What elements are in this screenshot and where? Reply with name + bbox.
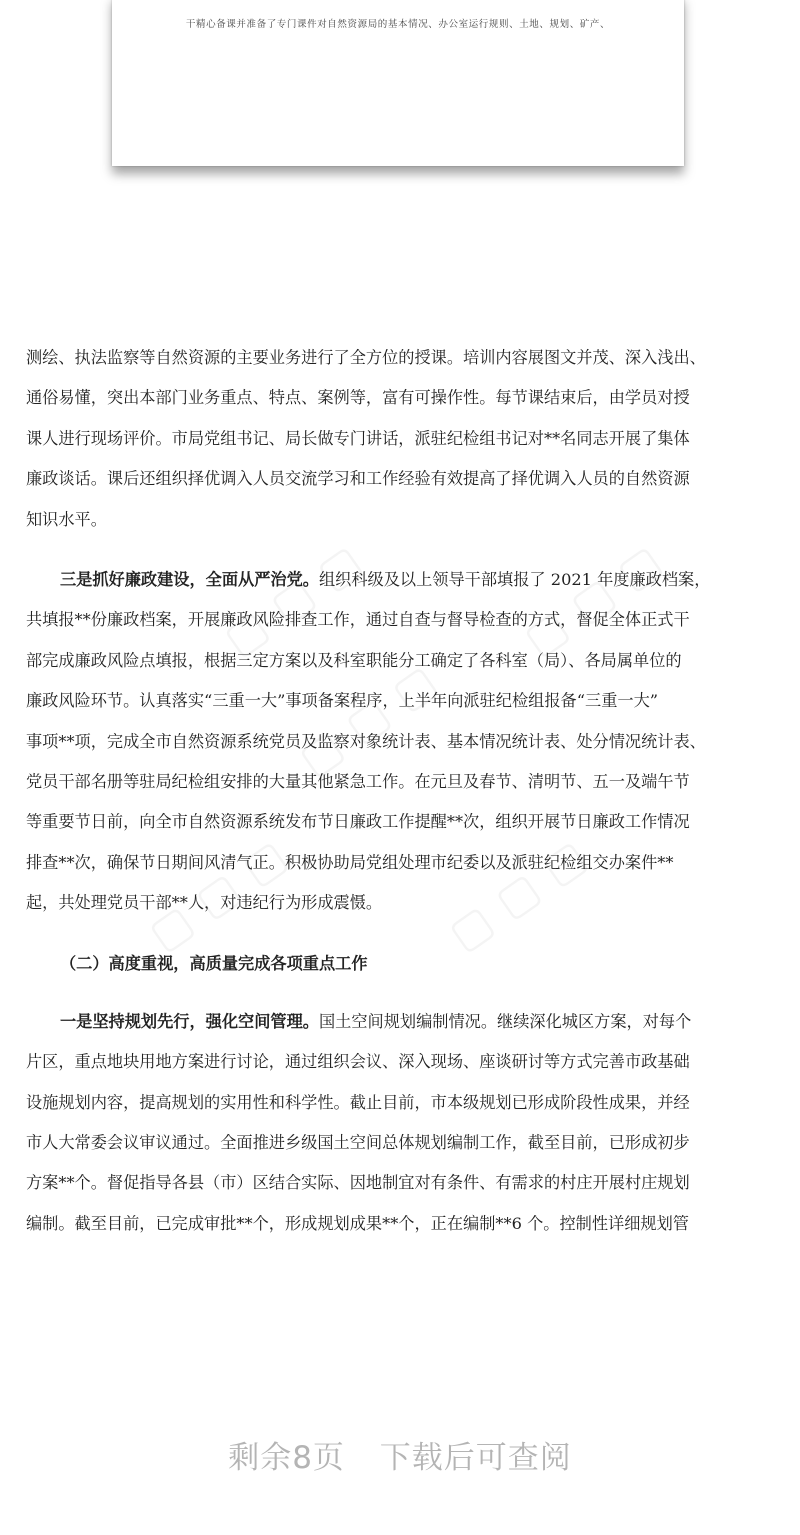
text-line: 事项**项，完成全市自然资源系统党员及监察对象统计表、基本情况统计表、处分情况统计表、 bbox=[26, 731, 706, 751]
text-line: 起，共处理党员干部**人，对违纪行为形成震慑。 bbox=[26, 893, 383, 913]
text-line: 等重要节日前，向全市自然资源系统发布节日廉政工作提醒**次，组织开展节日廉政工作情况 bbox=[26, 812, 690, 832]
text-line: 共填报**份廉政档案，开展廉政风险排查工作，通过自查与督导检查的方式，督促全体正式干 bbox=[26, 610, 690, 630]
text-line: 一是坚持规划先行，强化空间管理。国土空间规划编制情况。继续深化城区方案，对每个 bbox=[60, 1011, 692, 1031]
text-line: 廉政谈话。课后还组织择优调入人员交流学习和工作经验有效提高了择优调入人员的自然资源 bbox=[26, 469, 690, 489]
text-line: 片区，重点地块用地方案进行讨论，通过组织会议、深入现场、座谈研讨等方式完善市政基础 bbox=[26, 1052, 690, 1072]
document-body bbox=[26, 338, 774, 1244]
text-line: 课人进行现场评价。市局党组书记、局长做专门讲话，派驻纪检组书记对**名同志开展了集体 bbox=[26, 428, 690, 448]
thumbnail-text: 干精心备课并准备了专门课件对自然资源局的基本情况、办公室运行规则、土地、规划、矿产、 bbox=[185, 19, 611, 30]
text-line: 市人大常委会议审议通过。全面推进乡级国土空间总体规划编制工作，截至目前，已形成初步 bbox=[26, 1132, 690, 1152]
remaining-pages-label: 剩余8页 bbox=[228, 1440, 345, 1476]
text-line: 知识水平。 bbox=[26, 509, 107, 529]
paragraph-planning bbox=[26, 1002, 774, 1244]
text-line: 设施规划内容，提高规划的实用性和科学性。截止目前，市本级规划已形成阶段性成果，并经 bbox=[26, 1092, 690, 1112]
text-line: 编制。截至目前，已完成审批**个，形成规划成果**个，正在编制**6 个。控制性详细规划管 bbox=[26, 1213, 689, 1233]
text-line: 三是抓好廉政建设，全面从严治党。组织科级及以上领导干部填报了 2021 年度廉政档案， bbox=[60, 570, 711, 590]
text-line: 部完成廉政风险点填报，根据三定方案以及科室职能分工确定了各科室（局）、各局属单位的 bbox=[26, 650, 682, 670]
document-thumbnail[interactable] bbox=[112, 0, 684, 166]
text-line: 廉政风险环节。认真落实“三重一大”事项备案程序，上半年向派驻纪检组报备“三重一大” bbox=[26, 691, 659, 711]
text-line: 方案**个。督促指导各县（市）区结合实际、因地制宜对有条件、有需求的村庄开展村庄规划 bbox=[26, 1173, 690, 1193]
paragraph-lead: 一是坚持规划先行，强化空间管理。 bbox=[60, 1011, 319, 1031]
text-line: 党员干部名册等驻局纪检组安排的大量其他紧急工作。在元旦及春节、清明节、五一及端午节 bbox=[26, 772, 690, 792]
text-line: 测绘、执法监察等自然资源的主要业务进行了全方位的授课。培训内容展图文并茂、深入浅出、 bbox=[26, 348, 706, 367]
text-line: 通俗易懂，突出本部门业务重点、特点、案例等，富有可操作性。每节课结束后，由学员对授 bbox=[26, 388, 690, 408]
download-to-view-label: 下载后可查阅 bbox=[379, 1440, 572, 1476]
paragraph-lead: 三是抓好廉政建设，全面从严治党。 bbox=[60, 570, 319, 590]
download-prompt[interactable] bbox=[0, 1432, 800, 1477]
section-heading: （二）高度重视，高质量完成各项重点工作 bbox=[60, 953, 368, 973]
paragraph-training bbox=[26, 338, 774, 540]
paragraph-integrity bbox=[26, 560, 774, 924]
text-line: 排查**次，确保节日期间风清气正。积极协助局党组处理市纪委以及派驻纪检组交办案件** bbox=[26, 852, 674, 872]
